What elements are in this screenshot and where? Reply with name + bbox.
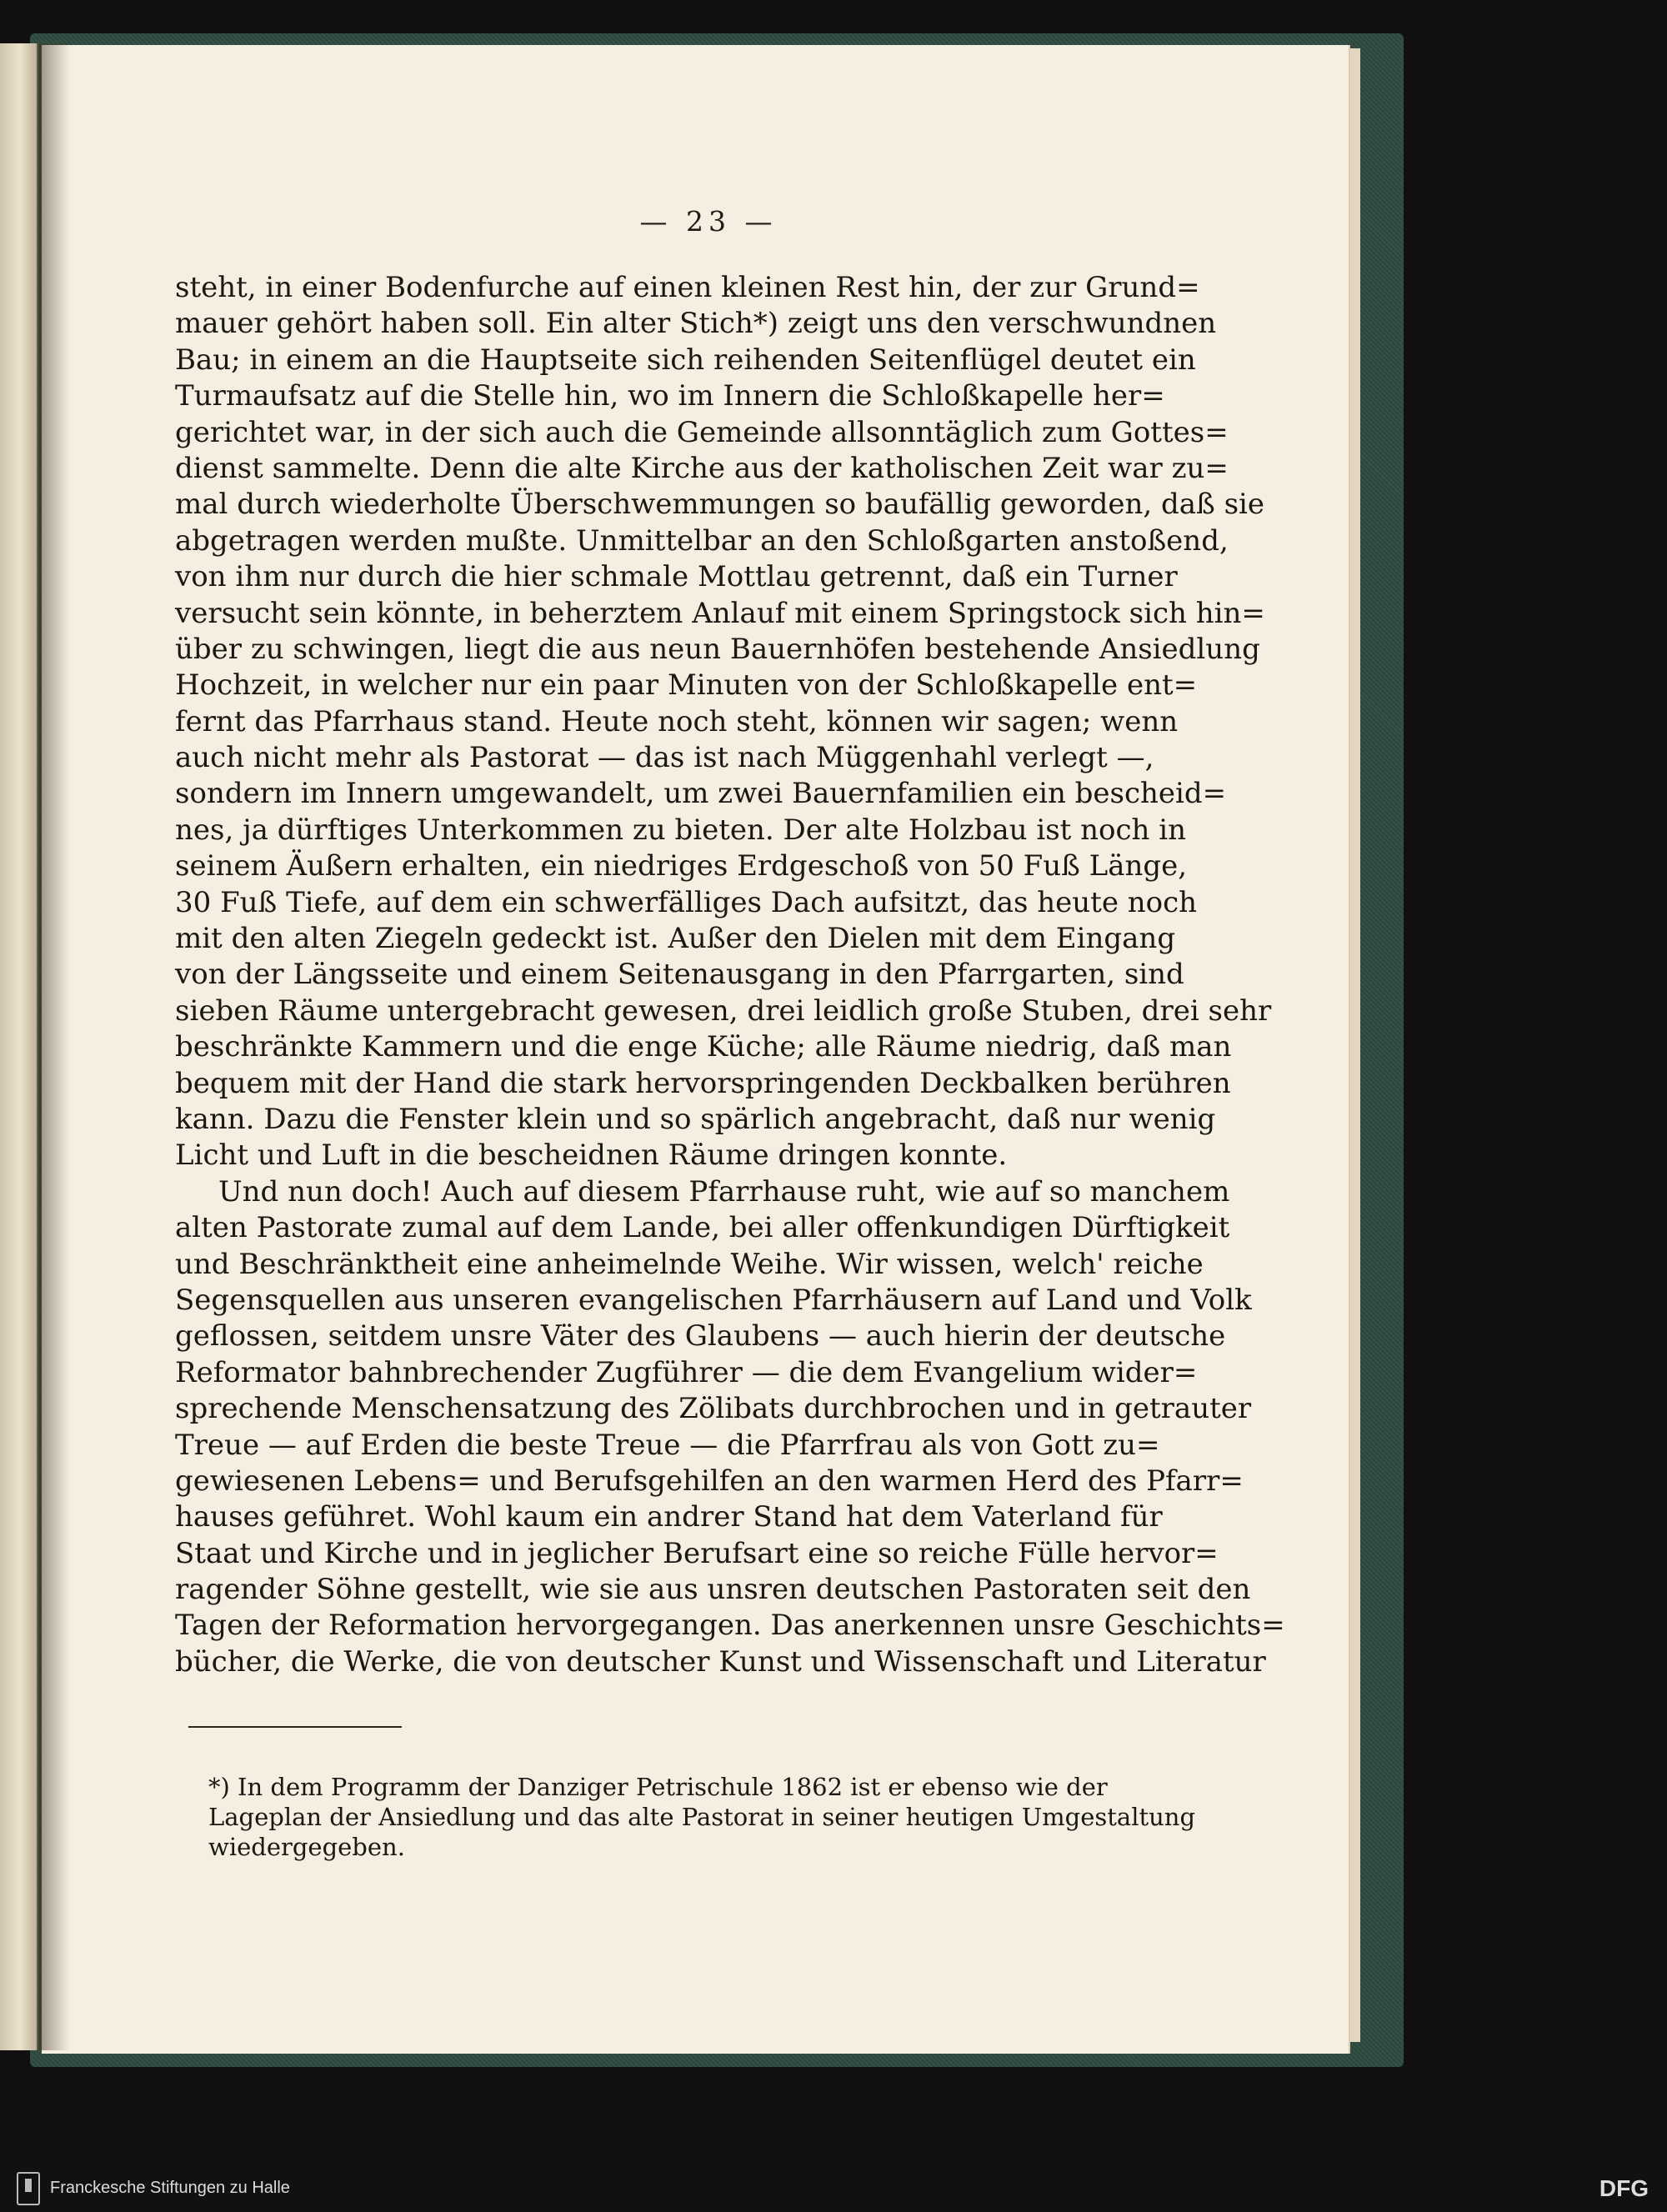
institution-name: Franckesche Stiftungen zu Halle <box>50 2179 290 2197</box>
text-line: Und nun doch! Auch auf diesem Pfarrhause ruht, wie auf so manchem <box>218 1174 1230 1209</box>
text-line: mauer gehört haben soll. Ein alter Stich*) zeigt uns den verschwundnen <box>175 307 1217 341</box>
text-line: auch nicht mehr als Pastorat — das ist nach Müggenhahl verlegt —, <box>175 741 1154 775</box>
text-line: sieben Räume untergebracht gewesen, drei leidlich große Stuben, drei sehr <box>175 993 1272 1028</box>
text-line: versucht sein könnte, in beherztem Anlauf mit einem Springstock sich hin= <box>175 596 1265 630</box>
text-line: Licht und Luft in die bescheidnen Räume dringen konnte. <box>175 1139 1008 1173</box>
text-line: nes, ja dürftiges Unterkommen zu bieten. Der alte Holzbau ist noch in <box>175 813 1187 847</box>
footnote-divider <box>188 1726 402 1728</box>
footnote <box>208 1772 1196 1862</box>
spine-shadow <box>37 43 70 2050</box>
text-line: über zu schwingen, liegt die aus neun Bauernhöfen bestehende Ansiedlung <box>175 632 1260 666</box>
text-line: Hochzeit, in welcher nur ein paar Minuten von der Schloßkapelle ent= <box>175 668 1198 703</box>
text-line: sondern im Innern umgewandelt, um zwei Bauernfamilien ein bescheid= <box>175 777 1227 811</box>
text-line: ragender Söhne gestellt, wie sie aus unsren deutschen Pastoraten seit den <box>175 1573 1251 1607</box>
text-line: mal durch wiederholte Überschwemmungen so baufällig geworden, daß sie <box>175 488 1265 522</box>
body-text <box>175 270 1285 1680</box>
text-line: mit den alten Ziegeln gedeckt ist. Außer den Dielen mit dem Eingang <box>175 922 1176 956</box>
text-line: Staat und Kirche und in jeglicher Berufsart eine so reiche Fülle hervor= <box>175 1536 1219 1570</box>
text-line: Tagen der Reformation hervorgegangen. Das anerkennen unsre Geschichts= <box>175 1609 1285 1643</box>
footnote-line: Lageplan der Ansiedlung und das alte Pastorat in seiner heutigen Umgestaltung <box>208 1803 1196 1831</box>
page-number: — 23 — <box>639 205 778 238</box>
text-line: beschränkte Kammern und die enge Küche; alle Räume niedrig, daß man <box>175 1030 1232 1064</box>
institution-logo-icon <box>17 2172 40 2205</box>
text-line: fernt das Pfarrhaus stand. Heute noch steht, können wir sagen; wenn <box>175 704 1179 738</box>
text-line: gerichtet war, in der sich auch die Gemeinde allsonntäglich zum Gottes= <box>175 415 1229 449</box>
text-line: bücher, die Werke, die von deutscher Kunst und Wissenschaft und Literatur <box>175 1644 1266 1679</box>
text-line: geflossen, seitdem unsre Väter des Glaubens — auch hierin der deutsche <box>175 1319 1226 1354</box>
dfg-logo: DFG <box>1599 2175 1649 2201</box>
viewer-footer <box>0 2167 1667 2212</box>
text-line: steht, in einer Bodenfurche auf einen kleinen Rest hin, der zur Grund= <box>175 271 1200 304</box>
left-page-edge <box>0 43 38 2050</box>
book-page <box>42 45 1349 2054</box>
text-line: 30 Fuß Tiefe, auf dem ein schwerfälliges Dach aufsitzt, das heute noch <box>175 885 1198 919</box>
text-line: gewiesenen Lebens= und Berufsgehilfen an den warmen Herd des Pfarr= <box>175 1464 1244 1498</box>
text-line: kann. Dazu die Fenster klein und so spärlich angebracht, daß nur wenig <box>175 1102 1216 1136</box>
footnote-line: wiedergegeben. <box>208 1833 405 1861</box>
text-line: von ihm nur durch die hier schmale Mottlau getrennt, daß ein Turner <box>175 560 1178 594</box>
text-line: dienst sammelte. Denn die alte Kirche aus der katholischen Zeit war zu= <box>175 451 1229 485</box>
text-line: bequem mit der Hand die stark hervorspringenden Deckbalken berühren <box>175 1066 1231 1100</box>
text-line: sprechende Menschensatzung des Zölibats durchbrochen und in getrauter <box>175 1392 1252 1426</box>
footnote-line: *) In dem Programm der Danziger Petrischule 1862 ist er ebenso wie der <box>208 1773 1108 1801</box>
text-line: von der Längsseite und einem Seitenausgang in den Pfarrgarten, sind <box>175 958 1184 992</box>
text-line: Bau; in einem an die Hauptseite sich reihenden Seitenflügel deutet ein <box>175 343 1196 377</box>
text-line: alten Pastorate zumal auf dem Lande, bei aller offenkundigen Dürftigkeit <box>175 1211 1230 1245</box>
text-line: Reformator bahnbrechender Zugführer — die dem Evangelium wider= <box>175 1355 1198 1389</box>
text-line: und Beschränktheit eine anheimelnde Weihe. Wir wissen, welch' reiche <box>175 1247 1204 1281</box>
text-line: hauses geführet. Wohl kaum ein andrer Stand hat dem Vaterland für <box>175 1500 1163 1534</box>
text-line: Treue — auf Erden die beste Treue — die Pfarrfrau als von Gott zu= <box>175 1428 1160 1462</box>
text-line: abgetragen werden mußte. Unmittelbar an den Schloßgarten anstoßend, <box>175 523 1229 558</box>
text-line: Segensquellen aus unseren evangelischen Pfarrhäusern auf Land und Volk <box>175 1283 1252 1317</box>
text-line: seinem Äußern erhalten, ein niedriges Erdgeschoß von 50 Fuß Länge, <box>175 849 1188 883</box>
text-line: Turmaufsatz auf die Stelle hin, wo im Innern die Schloßkapelle her= <box>175 379 1165 413</box>
